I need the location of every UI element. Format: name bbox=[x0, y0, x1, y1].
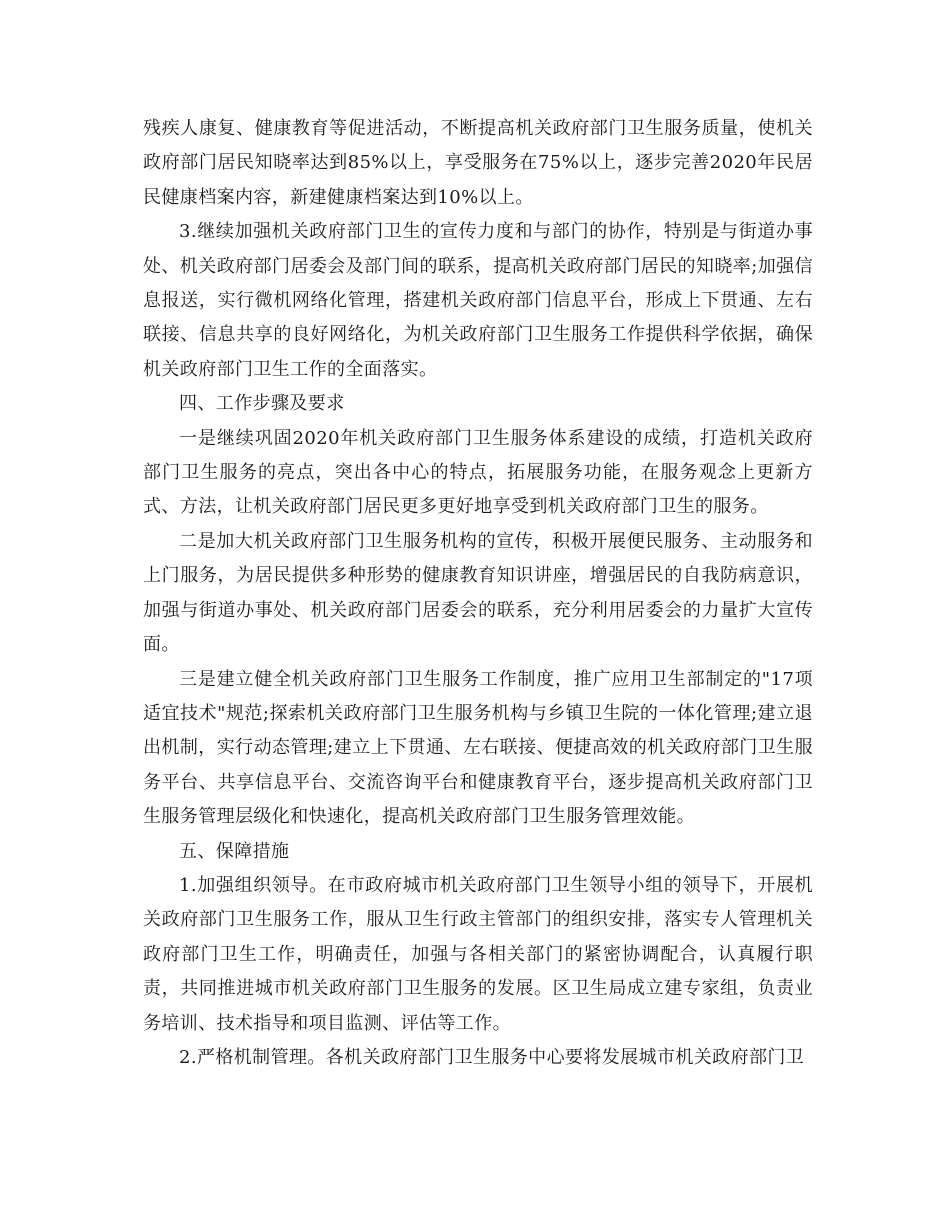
paragraph-item-3: 3.继续加强机关政府部门卫生的宣传力度和与部门的协作，特别是与街道办事处、机关政府部门居委会及部门间的联系，提高机关政府部门居民的知晓率;加强信息报送，实行微机网络化管理，搭建机关政府部门信息平台，形成上下贯通、左右联接、信息共享的良好网络化，为机关政府部门卫生服务工作提供科学依据，确保机关政府部门卫生工作的全面落实。 bbox=[143, 221, 813, 380]
paragraph-step-2: 二是加大机关政府部门卫生服务机构的宣传，积极开展便民服务、主动服务和上门服务，为居民提供多种形势的健康教育知识讲座，增强居民的自我防病意识，加强与街道办事处、机关政府部门居委会的联系，充分利用居委会的力量扩大宣传面。 bbox=[143, 530, 813, 656]
paragraph-step-3: 三是建立健全机关政府部门卫生服务工作制度，推广应用卫生部制定的"17项适宜技术"规范;探索机关政府部门卫生服务机构与乡镇卫生院的一体化管理;建立退出机制，实行动态管理;建立上下贯通、左右联接、便捷高效的机关政府部门卫生服务平台、共享信息平台、交流咨询平台和健康教育平台，逐步提高机关政府部门卫生服务管理层级化和快速化，提高机关政府部门卫生服务管理效能。 bbox=[143, 668, 813, 828]
paragraph-measure-1: 1.加强组织领导。在市政府城市机关政府部门卫生领导小组的领导下，开展机关政府部门卫生服务工作，服从卫生行政主管部门的组织安排，落实专人管理机关政府部门卫生工作，明确责任，加强与各相关部门的紧密协调配合，认真履行职责，共同推进城市机关政府部门卫生服务的发展。区卫生局成立建专家组，负责业务培训、技术指导和项目监测、评估等工作。 bbox=[143, 874, 813, 1034]
paragraph-continuation: 残疾人康复、健康教育等促进活动，不断提高机关政府部门卫生服务质量，使机关政府部门居民知晓率达到85%以上，享受服务在75%以上，逐步完善2020年民居民健康档案内容，新建健康档案达到10%以上。 bbox=[143, 118, 813, 208]
paragraph-measure-2: 2.严格机制管理。各机关政府部门卫生服务中心要将发展城市机关政府部门卫 bbox=[179, 1046, 805, 1068]
section-heading-5: 五、保障措施 bbox=[179, 840, 290, 862]
section-heading-4: 四、工作步骤及要求 bbox=[179, 393, 345, 415]
document-page bbox=[143, 112, 813, 1075]
paragraph-step-1: 一是继续巩固2020年机关政府部门卫生服务体系建设的成绩，打造机关政府部门卫生服务的亮点，突出各中心的特点，拓展服务功能，在服务观念上更新方式、方法，让机关政府部门居民更多更好地享受到机关政府部门卫生的服务。 bbox=[143, 427, 813, 518]
